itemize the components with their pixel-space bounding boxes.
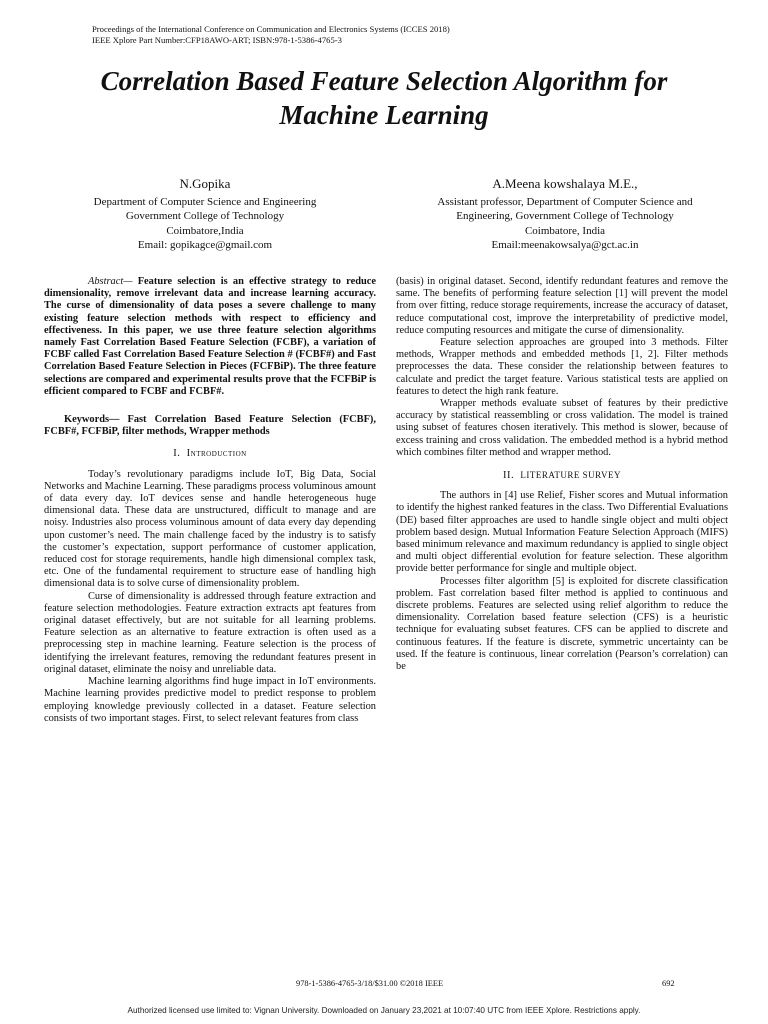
author-name: A.Meena kowshalaya M.E., — [492, 176, 638, 191]
paragraph: The authors in [4] use Relief, Fisher scores and Mutual information to identify the highest ranked features in the class. Two Differential Evaluations (DE) based filter approaches are used to handle single object and multi object problem based design. Mutual Information Feature Selection Approach (MIFS) based minimum relevance and maximum redundancy is applied to single object and multi object differential evolution for feature selection. These algorithm provide better performance for single and multiple object. — [396, 490, 728, 575]
conference-header — [92, 24, 692, 46]
author-email: Email: gopikagce@gmail.com — [137, 238, 273, 251]
author-block-1 — [60, 176, 350, 252]
page-number: 692 — [662, 979, 675, 988]
paragraph: Processes filter algorithm [5] is exploited for discrete classification problem. Fast correlation based filter method is applied to continuous and discrete problems. Features are selected using relief algorithm to reduce the dimensionality. Correlation based feature selection (CFS) is a heuristic technique for evaluating subset features. CFS can be applied to discrete and continuous features. If the feature is discrete, symmetric uncertainty can be used. If the feature is continuous, linear correlation (Pearson’s correlation) can be — [396, 575, 728, 673]
author-affiliation: Government College of Technology — [125, 210, 285, 223]
author-location: Coimbatore, India — [524, 224, 606, 237]
section-title: LITERATURE SURVEY — [520, 470, 621, 481]
paragraph: Machine learning algorithms find huge impact in IoT environments. Machine learning provides predictive model to predict response to problem employing knowledge previously collected in a dataset. Feature selection consists of two important stages. First, to select relevant features from class — [44, 676, 376, 724]
paragraph: Today’s revolutionary paradigms include IoT, Big Data, Social Networks and Machine Learning. These paradigms process voluminous amount of data every day. IoT devices sense and handle heterogeneous huge dimensional data. These data are unstructured, difficult to manage and are noisy. Industries also process voluminous amount of data every day depending upon customer’s need. The main challenge faced by the industry is to satisfy the customer’s expectation, support performance of customer application, reduced cost for storage requirements, handle high dimensional complex task, etc. One of the fundamental requirement to structure ease of handling high dimensional data is to solve curse of dimensionality problem. — [44, 468, 376, 590]
paragraph: Curse of dimensionality is addressed through feature extraction and feature selection methodologies. Feature extraction extracts apt features from original dataset effectively, but are not suitable for all learning problems. Feature selection as an alternative to feature extraction is often used as a preprocessing step in machine learning. Feature selection is the process of identifying the irrelevant features, removing the redundant features present in original dataset, eliminate the noisy and unreliable data. — [44, 590, 376, 675]
section-number: II. — [503, 470, 515, 482]
abstract-text: Feature selection is an effective strategy to reduce dimensionality, remove irrelevant data and increase learning accuracy. The curse of dimensionality of data poses a severe challenge to many existing feature selection methods with respect to efficiency and effectiveness. In this paper, we use three feature selection algorithms namely Fast Correlation Based Feature Selection (FCBF), a variation of FCBF called Fast Correlation Based Feature Selection # (FCBF#) and Fast Correlation Based Feature Selection in Pieces (FCFBiP). The three feature selections are compared and experimental results prove that the FCFBiP is efficient compared to FCBF and FCBF#. — [44, 276, 376, 397]
right-column — [396, 276, 728, 673]
header-line-1: Proceedings of the International Conference on Communication and Electronics Systems (ICCES 2018) — [92, 24, 450, 34]
paper-title — [40, 64, 728, 132]
paragraph: (basis) in original dataset. Second, identify redundant features and remove the same. The benefits of performing feature selection [1] will prevent the model from over fitting, reduce storage requirements, increase the accuracy of dataset, reduce computational cost, improve the interpretability of predictive model, reduce computing resources and mitigate the curse of dimensionality. — [396, 276, 728, 336]
title-line-1: Correlation Based Feature Selection Algorithm for — [100, 66, 668, 96]
header-line-2: IEEE Xplore Part Number:CFP18AWO-ART; ISBN:978-1-5386-4765-3 — [92, 35, 342, 45]
section-title: Introduction — [186, 448, 247, 460]
keywords: Keywords— Fast Correlation Based Feature Selection (FCBF), FCBF#, FCFBiP, filter methods, Wrapper methods — [44, 414, 376, 438]
paragraph: Wrapper methods evaluate subset of features by their predictive accuracy by statistical reassembling or cross validation. The model is trained using subset of features chosen iteratively. This method is slower, because of excess training and cross validation. The embedded method is a hybrid method which combines filter method and wrapper method. — [396, 398, 728, 458]
abstract — [44, 276, 376, 398]
paragraph: Feature selection approaches are grouped into 3 methods. Filter methods, Wrapper methods and embedded methods [1, 2]. Filter methods preprocesses the data. These consider the relationship between features to calculate and predict the target feature. Various statistical tests are applied on features to detect the high rank feature. — [396, 337, 728, 397]
author-name: N.Gopika — [179, 176, 231, 191]
author-affiliation: Assistant professor, Department of Computer Science and — [437, 196, 693, 208]
section-heading-introduction — [44, 448, 376, 460]
licence-notice: Authorized licensed use limited to: Vignan University. Downloaded on January 23,2021 at 10:07:40 UTC from IEEE Xplore. Restrictions apply. — [127, 1006, 641, 1015]
author-affiliation: Department of Computer Science and Engineering — [93, 196, 317, 208]
author-email: Email:meenakowsalya@gct.ac.in — [491, 238, 639, 251]
left-column — [44, 276, 376, 725]
footer-isbn: 978-1-5386-4765-3/18/$31.00 ©2018 IEEE — [296, 979, 444, 988]
title-line-2: Machine Learning — [279, 100, 489, 130]
section-number: I. — [173, 448, 181, 460]
author-location: Coimbatore,India — [166, 224, 244, 237]
abstract-lead: Abstract— — [88, 276, 133, 287]
section-heading-literature-survey — [396, 469, 728, 482]
author-affiliation: Engineering, Government College of Technology — [456, 210, 674, 223]
author-block-2 — [400, 176, 730, 252]
